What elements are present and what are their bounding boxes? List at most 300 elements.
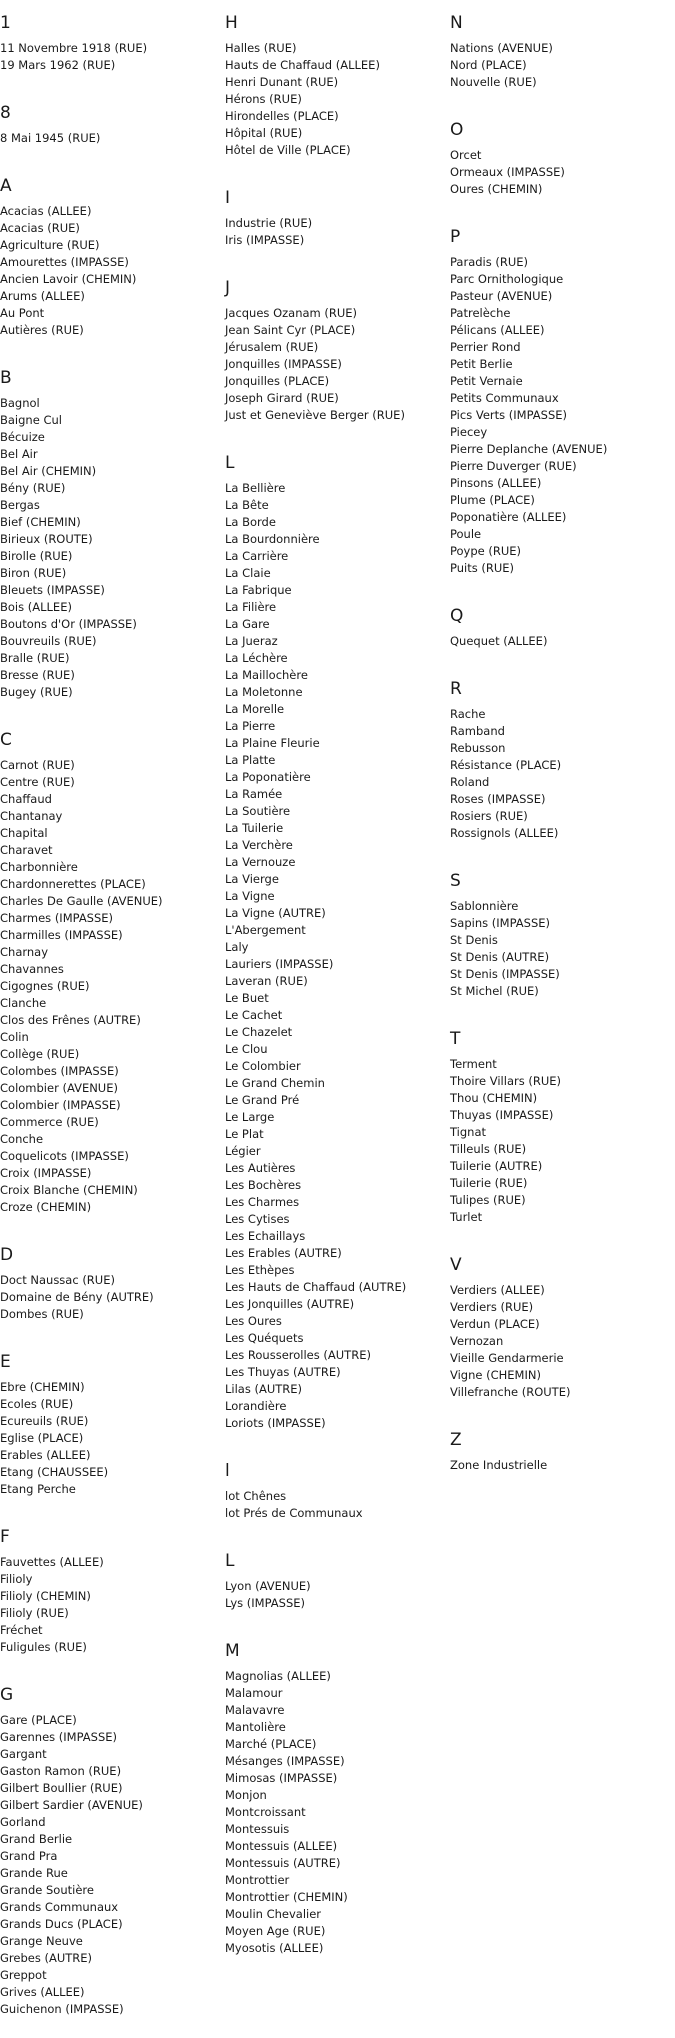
street-link[interactable]: St Denis (IMPASSE) <box>450 967 560 981</box>
street-link[interactable]: Thou (CHEMIN) <box>450 1091 538 1105</box>
street-link[interactable]: Rebusson <box>450 741 506 755</box>
street-link[interactable]: Sapins (IMPASSE) <box>450 916 550 930</box>
street-link[interactable]: Le Plat <box>225 1127 264 1141</box>
street-link[interactable]: L'Abergement <box>225 923 306 937</box>
street-link[interactable]: Bel Air <box>0 447 38 461</box>
street-link[interactable]: Le Colombier <box>225 1059 301 1073</box>
street-link[interactable]: Poule <box>450 527 482 541</box>
street-list <box>225 305 450 424</box>
street-link[interactable]: La Vierge <box>225 872 279 886</box>
street-link[interactable]: Ramband <box>450 724 505 738</box>
street-link[interactable]: Montessuis (ALLEE) <box>225 1839 338 1853</box>
street-link[interactable]: St Michel (RUE) <box>450 984 539 998</box>
street-list <box>450 40 675 91</box>
street-link[interactable]: Pierre Duverger (RUE) <box>450 459 577 473</box>
group-spacer <box>450 1000 675 1016</box>
street-link[interactable]: La Tuilerie <box>225 821 284 835</box>
street-link[interactable]: Jacques Ozanam (RUE) <box>225 306 358 320</box>
street-link[interactable]: Nord (PLACE) <box>450 58 527 72</box>
street-link[interactable]: Pélicans (ALLEE) <box>450 323 545 337</box>
street-link[interactable]: Tignat <box>450 1125 487 1139</box>
street-link[interactable]: La Poponatière <box>225 770 311 784</box>
street-link[interactable]: La Vigne <box>225 889 275 903</box>
letter-heading: O <box>450 120 464 140</box>
street-link[interactable]: Fauvettes (ALLEE) <box>0 1555 104 1569</box>
group-spacer <box>225 1522 450 1538</box>
street-list <box>450 898 675 1000</box>
street-link[interactable]: Montcroissant <box>225 1805 306 1819</box>
letter-heading: H <box>225 13 238 33</box>
street-link[interactable]: Terment <box>450 1057 497 1071</box>
street-link[interactable]: Bralle (RUE) <box>0 651 70 665</box>
street-link[interactable]: Paradis (RUE) <box>450 255 529 269</box>
street-link[interactable]: Loriots (IMPASSE) <box>225 1416 326 1430</box>
street-link[interactable]: Villefranche (ROUTE) <box>450 1385 571 1399</box>
street-link[interactable]: La Fabrique <box>225 583 292 597</box>
group-spacer <box>0 1216 225 1232</box>
street-link[interactable]: Grands Communaux <box>0 1900 119 1914</box>
street-link[interactable]: Orcet <box>450 148 482 162</box>
group-spacer <box>450 577 675 593</box>
street-link[interactable]: La Léchère <box>225 651 288 665</box>
street-link[interactable]: Greppot <box>0 1968 47 1982</box>
street-list <box>450 147 675 198</box>
street-link[interactable]: Bois (ALLEE) <box>0 600 72 614</box>
street-link[interactable]: Bergas <box>0 498 40 512</box>
group-spacer <box>225 249 450 265</box>
letter-heading: D <box>0 1245 14 1265</box>
street-link[interactable]: Au Pont <box>0 306 45 320</box>
street-link[interactable]: Etang Perche <box>0 1482 76 1496</box>
street-link[interactable]: Les Ethèpes <box>225 1263 295 1277</box>
street-link[interactable]: Perrier Rond <box>450 340 521 354</box>
street-link[interactable]: Pics Verts (IMPASSE) <box>450 408 567 422</box>
letter-heading: E <box>0 1352 11 1372</box>
street-link[interactable]: Filioly (RUE) <box>0 1606 69 1620</box>
street-link[interactable]: Tulipes (RUE) <box>450 1193 526 1207</box>
street-link[interactable]: Commerce (RUE) <box>0 1115 99 1129</box>
street-link[interactable]: Mantolière <box>225 1720 286 1734</box>
street-link[interactable]: Moyen Age (RUE) <box>225 1924 326 1938</box>
group-spacer <box>450 91 675 107</box>
street-link[interactable]: Grange Neuve <box>0 1934 83 1948</box>
street-link[interactable]: Ebre (CHEMIN) <box>0 1380 85 1394</box>
street-link[interactable]: Les Echaillays <box>225 1229 306 1243</box>
street-link[interactable]: Erables (ALLEE) <box>0 1448 91 1462</box>
street-link[interactable]: Grives (ALLEE) <box>0 1985 85 1999</box>
street-link[interactable]: Colombier (IMPASSE) <box>0 1098 121 1112</box>
street-link[interactable]: Hérons (RUE) <box>225 92 302 106</box>
letter-group <box>225 1550 450 1628</box>
street-link[interactable]: Mésanges (IMPASSE) <box>225 1754 345 1768</box>
street-link[interactable]: La Bourdonnière <box>225 532 320 546</box>
street-link[interactable]: Chaffaud <box>0 792 52 806</box>
street-link[interactable]: Boutons d'Or (IMPASSE) <box>0 617 137 631</box>
street-link[interactable]: Halles (RUE) <box>225 41 297 55</box>
street-link[interactable]: Poype (RUE) <box>450 544 522 558</box>
letter-heading: l <box>225 1461 230 1481</box>
street-link[interactable]: Les Jonquilles (AUTRE) <box>225 1297 355 1311</box>
street-link[interactable]: Colombes (IMPASSE) <box>0 1064 119 1078</box>
letter-heading: T <box>450 1029 461 1049</box>
street-list <box>225 215 450 249</box>
street-link[interactable]: Malavavre <box>225 1703 285 1717</box>
street-link[interactable]: Domaine de Bény (AUTRE) <box>0 1290 154 1304</box>
group-spacer <box>450 1474 675 1490</box>
street-link[interactable]: Chavannes <box>0 962 64 976</box>
letter-group <box>0 367 225 717</box>
street-link[interactable]: Oures (CHEMIN) <box>450 182 543 196</box>
street-link[interactable]: Agriculture (RUE) <box>0 238 100 252</box>
street-link[interactable]: Verdun (PLACE) <box>450 1317 540 1331</box>
street-link[interactable]: La Pierre <box>225 719 276 733</box>
street-link[interactable]: Rosiers (RUE) <box>450 809 528 823</box>
street-link[interactable]: Fréchet <box>0 1623 43 1637</box>
street-link[interactable]: Ancien Lavoir (CHEMIN) <box>0 272 137 286</box>
street-link[interactable]: Hirondelles (PLACE) <box>225 109 339 123</box>
street-link[interactable]: lot Prés de Communaux <box>225 1506 363 1520</box>
street-link[interactable]: Coquelicots (IMPASSE) <box>0 1149 129 1163</box>
street-link[interactable]: Les Oures <box>225 1314 282 1328</box>
street-link[interactable]: Verdiers (ALLEE) <box>450 1283 545 1297</box>
street-link[interactable]: Jonquilles (IMPASSE) <box>225 357 342 371</box>
street-link[interactable]: Le Cachet <box>225 1008 283 1022</box>
street-link[interactable]: Les Bochères <box>225 1178 302 1192</box>
street-link[interactable]: Montrottier <box>225 1873 290 1887</box>
street-link[interactable]: Les Charmes <box>225 1195 300 1209</box>
street-link[interactable]: Vieille Gendarmerie <box>450 1351 564 1365</box>
street-link[interactable]: Eglise (PLACE) <box>0 1431 84 1445</box>
street-link[interactable]: Petits Communaux <box>450 391 559 405</box>
street-link[interactable]: Croze (CHEMIN) <box>0 1200 92 1214</box>
street-link[interactable]: La Filière <box>225 600 277 614</box>
group-spacer <box>450 1226 675 1242</box>
street-link[interactable]: Poponatière (ALLEE) <box>450 510 567 524</box>
letter-group <box>0 102 225 163</box>
group-spacer <box>225 1432 450 1448</box>
street-link[interactable]: Piecey <box>450 425 488 439</box>
street-link[interactable]: Hôtel de Ville (PLACE) <box>225 143 351 157</box>
street-link[interactable]: Tuilerie (AUTRE) <box>450 1159 543 1173</box>
street-link[interactable]: Lyon (AVENUE) <box>225 1579 311 1593</box>
street-link[interactable]: Parc Ornithologique <box>450 272 564 286</box>
street-link[interactable]: Quequet (ALLEE) <box>450 634 548 648</box>
street-link[interactable]: La Carrière <box>225 549 289 563</box>
street-link[interactable]: Les Cytises <box>225 1212 290 1226</box>
street-link[interactable]: Hôpital (RUE) <box>225 126 303 140</box>
street-link[interactable]: Bouvreuils (RUE) <box>0 634 97 648</box>
street-link[interactable]: Ecureuils (RUE) <box>0 1414 89 1428</box>
street-link[interactable]: La Morelle <box>225 702 285 716</box>
street-link[interactable]: Etang (CHAUSSEE) <box>0 1465 109 1479</box>
street-link[interactable]: Plume (PLACE) <box>450 493 535 507</box>
street-link[interactable]: Collège (RUE) <box>0 1047 80 1061</box>
street-link[interactable]: Rache <box>450 707 486 721</box>
street-link[interactable]: Les Rousserolles (AUTRE) <box>225 1348 371 1362</box>
street-link[interactable]: Jonquilles (PLACE) <box>225 374 330 388</box>
street-link[interactable]: Henri Dunant (RUE) <box>225 75 339 89</box>
street-link[interactable]: Petit Berlie <box>450 357 513 371</box>
street-link[interactable]: Filioly <box>0 1572 33 1586</box>
street-link[interactable]: La Bête <box>225 498 269 512</box>
group-spacer <box>0 701 225 717</box>
street-link[interactable]: Le Chazelet <box>225 1025 293 1039</box>
street-link[interactable]: Bécuize <box>0 430 45 444</box>
group-spacer <box>0 339 225 355</box>
column-1 <box>0 0 225 2034</box>
street-link[interactable]: Grand Pra <box>0 1849 58 1863</box>
street-list <box>0 203 225 339</box>
street-link[interactable]: Charbonnière <box>0 860 78 874</box>
street-link[interactable]: Laly <box>225 940 249 954</box>
street-link[interactable]: Thoire Villars (RUE) <box>450 1074 562 1088</box>
street-link[interactable]: Grande Soutière <box>0 1883 94 1897</box>
street-link[interactable]: Gilbert Boullier (RUE) <box>0 1781 123 1795</box>
street-link[interactable]: Gargant <box>0 1747 47 1761</box>
street-link[interactable]: Myosotis (ALLEE) <box>225 1941 324 1955</box>
street-link[interactable]: Acacias (ALLEE) <box>0 204 92 218</box>
letter-group <box>0 729 225 1232</box>
street-link[interactable]: Chantanay <box>0 809 63 823</box>
letter-group <box>450 605 675 666</box>
street-link[interactable]: Gare (PLACE) <box>0 1713 77 1727</box>
street-link[interactable]: La Claie <box>225 566 271 580</box>
street-list <box>450 633 675 650</box>
street-link[interactable]: Grebes (AUTRE) <box>0 1951 93 1965</box>
street-link[interactable]: Pasteur (AVENUE) <box>450 289 553 303</box>
street-link[interactable]: St Denis <box>450 933 498 947</box>
street-link[interactable]: Croix Blanche (CHEMIN) <box>0 1183 138 1197</box>
group-spacer <box>0 1498 225 1514</box>
street-link[interactable]: Laveran (RUE) <box>225 974 308 988</box>
letter-group <box>0 1351 225 1514</box>
letter-group <box>450 12 675 107</box>
street-link[interactable]: Ecoles (RUE) <box>0 1397 74 1411</box>
letter-group <box>450 1254 675 1417</box>
letter-group <box>225 187 450 265</box>
street-link[interactable]: Doct Naussac (RUE) <box>0 1273 115 1287</box>
street-link[interactable]: Mimosas (IMPASSE) <box>225 1771 338 1785</box>
street-link[interactable]: 19 Mars 1962 (RUE) <box>0 58 116 72</box>
street-link[interactable]: Petit Vernaie <box>450 374 523 388</box>
street-link[interactable]: 11 Novembre 1918 (RUE) <box>0 41 148 55</box>
street-link[interactable]: Grands Ducs (PLACE) <box>0 1917 123 1931</box>
street-link[interactable]: Lorandière <box>225 1399 287 1413</box>
street-link[interactable]: Chapital <box>0 826 48 840</box>
letter-group <box>225 1640 450 1973</box>
street-link[interactable]: Birolle (RUE) <box>0 549 73 563</box>
street-link[interactable]: Le Grand Pré <box>225 1093 300 1107</box>
street-link[interactable]: Clos des Frênes (AUTRE) <box>0 1013 141 1027</box>
street-list <box>0 1272 225 1323</box>
street-link[interactable]: Vigne (CHEMIN) <box>450 1368 541 1382</box>
street-list <box>450 1457 675 1474</box>
street-link[interactable]: Charmilles (IMPASSE) <box>0 928 123 942</box>
street-link[interactable]: Acacias (RUE) <box>0 221 80 235</box>
street-link[interactable]: Moulin Chevalier <box>225 1907 322 1921</box>
street-link[interactable]: Centre (RUE) <box>0 775 75 789</box>
street-link[interactable]: La Vigne (AUTRE) <box>225 906 326 920</box>
street-link[interactable]: Charmes (IMPASSE) <box>0 911 114 925</box>
street-link[interactable]: Birieux (ROUTE) <box>0 532 93 546</box>
street-link[interactable]: Lilas (AUTRE) <box>225 1382 303 1396</box>
street-link[interactable]: Baigne Cul <box>0 413 62 427</box>
street-link[interactable]: Hauts de Chaffaud (ALLEE) <box>225 58 380 72</box>
street-link[interactable]: Les Hauts de Chaffaud (AUTRE) <box>225 1280 407 1294</box>
street-link[interactable]: Résistance (PLACE) <box>450 758 562 772</box>
street-link[interactable]: Marché (PLACE) <box>225 1737 317 1751</box>
letter-group <box>450 870 675 1016</box>
street-link[interactable]: Filioly (CHEMIN) <box>0 1589 91 1603</box>
street-link[interactable]: Gorland <box>0 1815 46 1829</box>
street-link[interactable]: Jean Saint Cyr (PLACE) <box>225 323 356 337</box>
street-link[interactable]: Iris (IMPASSE) <box>225 233 305 247</box>
street-link[interactable]: Patrelèche <box>450 306 511 320</box>
street-link[interactable]: St Denis (AUTRE) <box>450 950 550 964</box>
street-link[interactable]: Turlet <box>450 1210 483 1224</box>
street-link[interactable]: La Verchère <box>225 838 293 852</box>
street-link[interactable]: Cigognes (RUE) <box>0 979 90 993</box>
letter-heading: J <box>225 278 231 298</box>
street-link[interactable]: Roland <box>450 775 490 789</box>
street-link[interactable]: La Moletonne <box>225 685 303 699</box>
letter-heading: F <box>0 1527 10 1547</box>
street-link[interactable]: Croix (IMPASSE) <box>0 1166 92 1180</box>
street-link[interactable]: Ormeaux (IMPASSE) <box>450 165 565 179</box>
street-link[interactable]: Les Quéquets <box>225 1331 304 1345</box>
street-link[interactable]: Malamour <box>225 1686 283 1700</box>
street-link[interactable]: Grand Berlie <box>0 1832 73 1846</box>
street-link[interactable]: Puits (RUE) <box>450 561 515 575</box>
street-link[interactable]: Pinsons (ALLEE) <box>450 476 542 490</box>
street-link[interactable]: Rossignols (ALLEE) <box>450 826 559 840</box>
column-2 <box>225 0 450 1973</box>
street-list <box>450 1282 675 1401</box>
street-link[interactable]: Thuyas (IMPASSE) <box>450 1108 554 1122</box>
street-list <box>225 1578 450 1612</box>
letter-group <box>225 452 450 1448</box>
street-link[interactable]: Roses (IMPASSE) <box>450 792 546 806</box>
street-link[interactable]: Les Erables (AUTRE) <box>225 1246 342 1260</box>
street-link[interactable]: Pierre Deplanche (AVENUE) <box>450 442 608 456</box>
letter-heading: C <box>0 730 12 750</box>
street-link[interactable]: Jérusalem (RUE) <box>225 340 319 354</box>
street-link[interactable]: Montessuis <box>225 1822 290 1836</box>
street-link[interactable]: La Vernouze <box>225 855 296 869</box>
street-link[interactable]: Bel Air (CHEMIN) <box>0 464 97 478</box>
street-link[interactable]: Bugey (RUE) <box>0 685 73 699</box>
street-link[interactable]: Colombier (AVENUE) <box>0 1081 118 1095</box>
group-spacer <box>225 424 450 440</box>
street-link[interactable]: Verdiers (RUE) <box>450 1300 534 1314</box>
street-link[interactable]: Amourettes (IMPASSE) <box>0 255 129 269</box>
letter-group <box>450 678 675 858</box>
street-link[interactable]: La Jueraz <box>225 634 278 648</box>
street-link[interactable]: Industrie (RUE) <box>225 216 313 230</box>
street-link[interactable]: 8 Mai 1945 (RUE) <box>0 131 101 145</box>
street-link[interactable]: Dombes (RUE) <box>0 1307 84 1321</box>
street-link[interactable]: Bagnol <box>0 396 40 410</box>
letter-group <box>0 12 225 90</box>
street-link[interactable]: La Maillochère <box>225 668 308 682</box>
street-link[interactable]: La Plaine Fleurie <box>225 736 320 750</box>
street-link[interactable]: Sablonnière <box>450 899 519 913</box>
street-link[interactable]: Autières (RUE) <box>0 323 84 337</box>
street-link[interactable]: Montessuis (AUTRE) <box>225 1856 341 1870</box>
street-link[interactable]: Charavet <box>0 843 53 857</box>
street-link[interactable]: Grande Rue <box>0 1866 68 1880</box>
group-spacer <box>450 1401 675 1417</box>
street-link[interactable]: Bief (CHEMIN) <box>0 515 81 529</box>
street-link[interactable]: Carnot (RUE) <box>0 758 75 772</box>
street-link[interactable]: Les Thuyas (AUTRE) <box>225 1365 341 1379</box>
street-link[interactable]: Nations (AVENUE) <box>450 41 553 55</box>
street-link[interactable]: Joseph Girard (RUE) <box>225 391 339 405</box>
street-link[interactable]: Le Buet <box>225 991 269 1005</box>
street-list <box>0 1379 225 1498</box>
street-link[interactable]: Charnay <box>0 945 49 959</box>
street-link[interactable]: Fuligules (RUE) <box>0 1640 87 1654</box>
street-list <box>0 757 225 1216</box>
letter-heading: Z <box>450 1430 462 1450</box>
street-link[interactable]: Les Autières <box>225 1161 296 1175</box>
street-link[interactable]: Colin <box>0 1030 29 1044</box>
street-link[interactable]: La Platte <box>225 753 276 767</box>
street-link[interactable]: La Borde <box>225 515 276 529</box>
street-link[interactable]: Garennes (IMPASSE) <box>0 1730 118 1744</box>
street-link[interactable]: Lys (IMPASSE) <box>225 1596 306 1610</box>
street-link[interactable]: Nouvelle (RUE) <box>450 75 537 89</box>
street-link[interactable]: Le Grand Chemin <box>225 1076 325 1090</box>
street-link[interactable]: lot Chênes <box>225 1489 287 1503</box>
street-link[interactable]: Le Large <box>225 1110 275 1124</box>
street-link[interactable]: Magnolias (ALLEE) <box>225 1669 331 1683</box>
letter-group <box>450 1028 675 1242</box>
letter-heading: A <box>0 176 12 196</box>
street-link[interactable]: Tilleuls (RUE) <box>450 1142 527 1156</box>
street-link[interactable]: Vernozan <box>450 1334 504 1348</box>
street-link[interactable]: Bény (RUE) <box>0 481 66 495</box>
street-link[interactable]: Bleuets (IMPASSE) <box>0 583 105 597</box>
letter-group <box>450 226 675 593</box>
street-link[interactable]: La Bellière <box>225 481 286 495</box>
street-link[interactable]: Le Clou <box>225 1042 268 1056</box>
street-link[interactable]: Gilbert Sardier (AVENUE) <box>0 1798 143 1812</box>
street-link[interactable]: La Gare <box>225 617 270 631</box>
street-link[interactable]: Tuilerie (RUE) <box>450 1176 528 1190</box>
street-link[interactable]: Bresse (RUE) <box>0 668 75 682</box>
group-spacer <box>225 159 450 175</box>
street-link[interactable]: Charles De Gaulle (AVENUE) <box>0 894 163 908</box>
street-link[interactable]: Guichenon (IMPASSE) <box>0 2002 124 2016</box>
street-link[interactable]: Lauriers (IMPASSE) <box>225 957 334 971</box>
street-list <box>0 395 225 701</box>
street-link[interactable]: Clanche <box>0 996 47 1010</box>
street-link[interactable]: La Ramée <box>225 787 283 801</box>
street-link[interactable]: Monjon <box>225 1788 267 1802</box>
street-link[interactable]: La Soutière <box>225 804 291 818</box>
street-link[interactable]: Chardonnerettes (PLACE) <box>0 877 146 891</box>
street-list <box>225 480 450 1432</box>
street-link[interactable]: Just et Geneviève Berger (RUE) <box>225 408 405 422</box>
street-link[interactable]: Arums (ALLEE) <box>0 289 85 303</box>
street-link[interactable]: Zone Industrielle <box>450 1458 548 1472</box>
street-link[interactable]: Montrottier (CHEMIN) <box>225 1890 348 1904</box>
street-link[interactable]: Biron (RUE) <box>0 566 67 580</box>
street-link[interactable]: Conche <box>0 1132 44 1146</box>
street-link[interactable]: Gaston Ramon (RUE) <box>0 1764 122 1778</box>
street-link[interactable]: Légier <box>225 1144 261 1158</box>
